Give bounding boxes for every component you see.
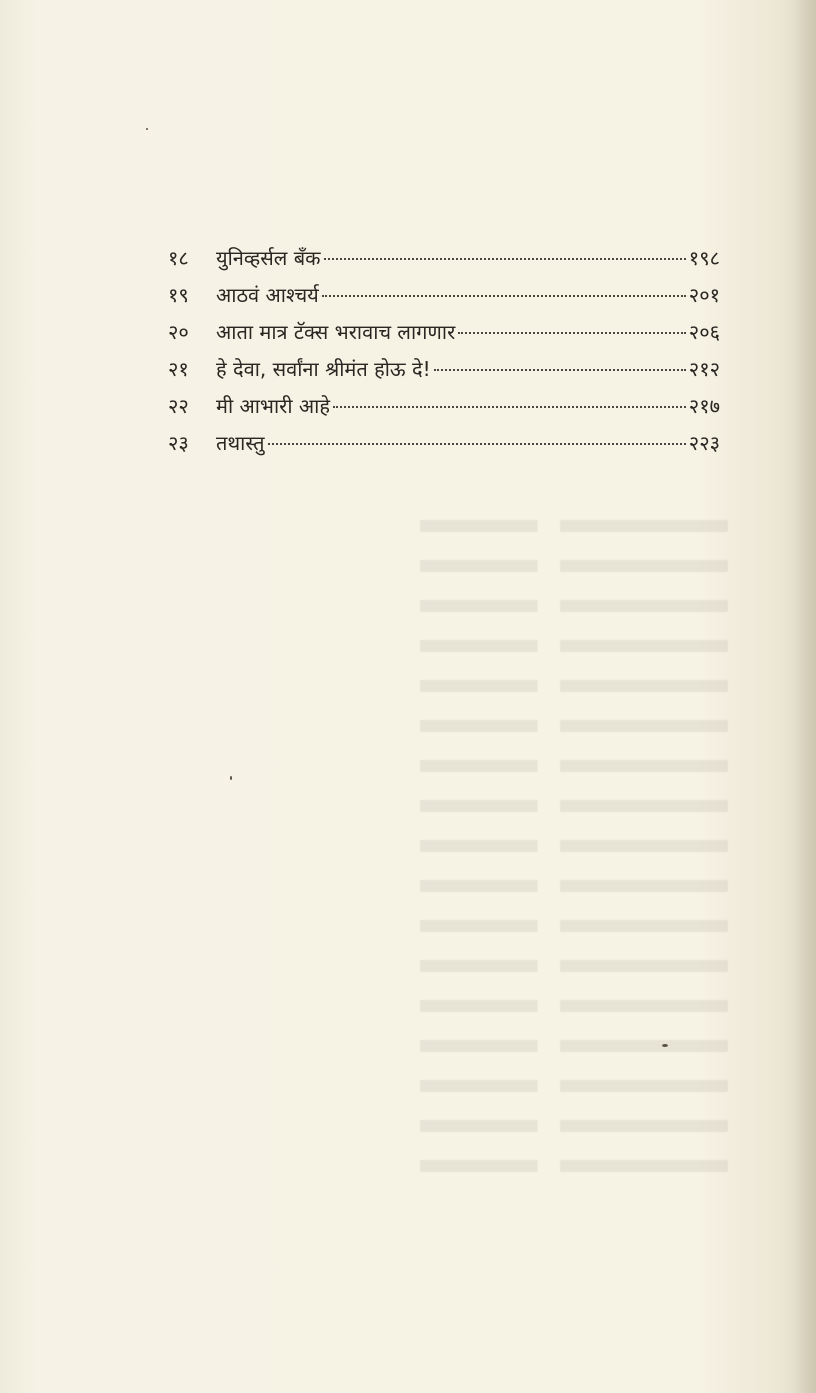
dot-leader [458,332,686,334]
bleed-line [168,1160,728,1172]
dot-leader [322,295,686,297]
show-through-text [168,520,728,1200]
chapter-number: २० [168,320,189,344]
bleed-line [168,760,728,772]
chapter-number: १८ [168,246,189,270]
dot-leader [324,258,686,260]
bleed-line [168,880,728,892]
chapter-number: २३ [168,431,189,455]
page-number: २०१ [688,283,720,307]
bleed-line [168,600,728,612]
table-of-contents [168,240,720,462]
bleed-line [168,840,728,852]
page-number: २१७ [688,394,720,418]
page-number: २०६ [688,320,720,344]
bleed-line [168,800,728,812]
chapter-number: १९ [168,283,189,307]
chapter-title: आठवं आश्चर्य [216,283,319,307]
bleed-line [168,1120,728,1132]
chapter-title: युनिव्हर्सल बँक [216,246,321,270]
dot-leader [268,443,686,445]
page-edge-shadow [794,0,816,1393]
chapter-title: आता मात्र टॅक्स भरावाच लागणार [216,320,456,344]
toc-entry[interactable] [168,314,720,351]
toc-entry[interactable] [168,351,720,388]
bleed-line [168,640,728,652]
dot-leader [333,406,686,408]
chapter-number: २१ [168,357,189,381]
page-number: १९८ [688,246,720,270]
bleed-line [168,1080,728,1092]
bleed-line [168,720,728,732]
bleed-line [168,960,728,972]
bleed-line [168,680,728,692]
bleed-line [168,1040,728,1052]
page-number: २२३ [688,431,720,455]
page-number: २१२ [688,357,720,381]
paper-speck [230,776,232,780]
toc-entry[interactable] [168,240,720,277]
toc-entry[interactable] [168,425,720,462]
bleed-line [168,560,728,572]
paper-speck [146,128,148,130]
toc-entry[interactable] [168,277,720,314]
dot-leader [434,369,686,371]
bleed-line [168,1000,728,1012]
bleed-line [168,520,728,532]
paper-speck [662,1044,668,1047]
chapter-title: तथास्तु [216,431,265,455]
bleed-line [168,920,728,932]
chapter-number: २२ [168,394,189,418]
chapter-title: हे देवा, सर्वांना श्रीमंत होऊ दे! [216,357,431,381]
toc-entry[interactable] [168,388,720,425]
chapter-title: मी आभारी आहे [216,394,330,418]
